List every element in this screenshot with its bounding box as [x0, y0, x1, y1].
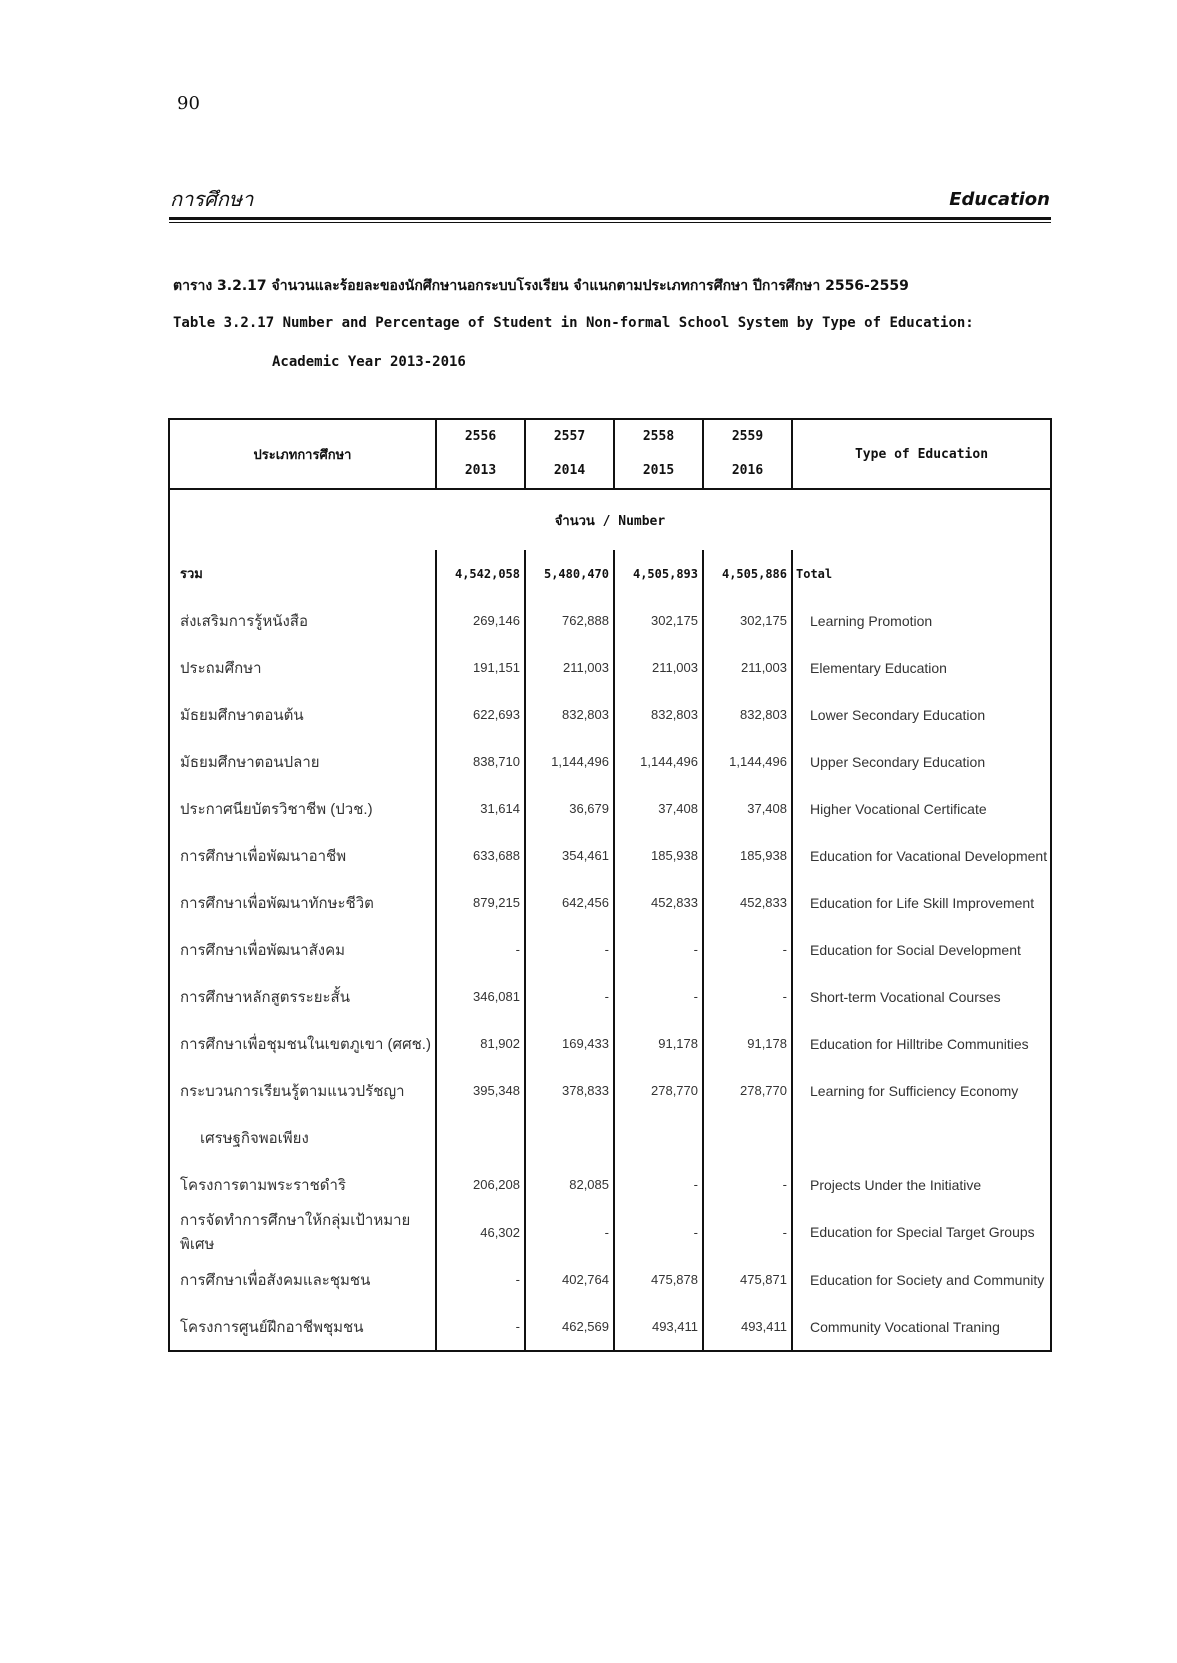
row-thai-text: ประกาศนียบัตรวิชาชีพ (ปวช.) — [180, 800, 373, 818]
row-value: 354,461 — [525, 832, 614, 879]
row-value: - — [614, 1208, 703, 1256]
row-value: 211,003 — [525, 644, 614, 691]
row-thai-text: การศึกษาเพื่อชุมชนในเขตภูเขา (ศศช.) — [180, 1035, 431, 1053]
row-english-label: Education for Special Target Groups — [792, 1208, 1051, 1256]
row-thai-text: การศึกษาเพื่อพัฒนาสังคม — [180, 941, 346, 959]
row-thai-text: รวม — [180, 566, 203, 581]
table-row — [169, 1114, 1051, 1161]
row-thai-label — [169, 973, 436, 1020]
row-value: 832,803 — [614, 691, 703, 738]
table-row — [169, 832, 1051, 879]
year-ce: 2014 — [553, 463, 586, 478]
row-thai-text: เศรษฐกิจพอเพียง — [200, 1129, 309, 1147]
year-ce: 2016 — [731, 463, 764, 478]
table-caption-thai: ตาราง 3.2.17 จำนวนและร้อยละของนักศึกษานอกระบบโรงเรียน จำแนกตามประเภทการศึกษา ปีการศึกษา 2556-2559 — [173, 278, 909, 294]
row-value: 452,833 — [614, 879, 703, 926]
row-value: 493,411 — [703, 1303, 792, 1351]
row-value: 475,871 — [703, 1256, 792, 1303]
running-header — [170, 183, 1050, 221]
row-value: 475,878 — [614, 1256, 703, 1303]
table-row-total — [169, 550, 1051, 597]
row-value: 402,764 — [525, 1256, 614, 1303]
row-value: - — [703, 973, 792, 1020]
year-be: 2558 — [642, 429, 675, 444]
row-value: - — [525, 926, 614, 973]
row-value: 185,938 — [614, 832, 703, 879]
page-number: 90 — [177, 93, 200, 114]
row-thai-label — [169, 832, 436, 879]
row-value: 5,480,470 — [525, 550, 614, 597]
row-thai-label — [169, 1161, 436, 1208]
row-english-label — [792, 1114, 1051, 1161]
row-value: 81,902 — [436, 1020, 525, 1067]
row-thai-text: มัธยมศึกษาตอนต้น — [180, 706, 304, 724]
col-header-english: Type of Education — [792, 419, 1051, 489]
row-value: 278,770 — [614, 1067, 703, 1114]
row-value — [525, 1114, 614, 1161]
row-value: 37,408 — [614, 785, 703, 832]
row-english-label: Upper Secondary Education — [792, 738, 1051, 785]
row-thai-label — [169, 1020, 436, 1067]
row-thai-text: การศึกษาเพื่อสังคมและชุมชน — [180, 1271, 371, 1289]
row-value: - — [525, 1208, 614, 1256]
col-header-year-4 — [703, 419, 792, 489]
row-thai-label — [169, 550, 436, 597]
header-rule-thin — [169, 222, 1051, 223]
row-value: - — [436, 1256, 525, 1303]
row-value: 642,456 — [525, 879, 614, 926]
row-english-label: Elementary Education — [792, 644, 1051, 691]
row-thai-label — [169, 1256, 436, 1303]
col-header-thai: ประเภทการศึกษา — [169, 419, 436, 489]
row-value: 211,003 — [614, 644, 703, 691]
row-value — [614, 1114, 703, 1161]
row-value: 302,175 — [614, 597, 703, 644]
row-thai-label — [169, 738, 436, 785]
table-row — [169, 879, 1051, 926]
row-value: 169,433 — [525, 1020, 614, 1067]
table-row — [169, 1020, 1051, 1067]
table-row — [169, 1067, 1051, 1114]
row-value: 37,408 — [703, 785, 792, 832]
section-header-row — [169, 489, 1051, 550]
row-value: - — [703, 926, 792, 973]
table-row — [169, 691, 1051, 738]
row-value: 211,003 — [703, 644, 792, 691]
table-row — [169, 597, 1051, 644]
col-header-year-1 — [436, 419, 525, 489]
row-value: 91,178 — [614, 1020, 703, 1067]
table-header-row — [169, 419, 1051, 489]
row-value: 278,770 — [703, 1067, 792, 1114]
row-value: 46,302 — [436, 1208, 525, 1256]
row-value: - — [436, 1303, 525, 1351]
row-english-label: Short-term Vocational Courses — [792, 973, 1051, 1020]
row-thai-text: การศึกษาเพื่อพัฒนาอาชีพ — [180, 847, 347, 865]
row-value: 832,803 — [703, 691, 792, 738]
row-value: 191,151 — [436, 644, 525, 691]
row-value: 269,146 — [436, 597, 525, 644]
row-value: 378,833 — [525, 1067, 614, 1114]
row-value: - — [436, 926, 525, 973]
row-thai-label — [169, 597, 436, 644]
table-row — [169, 1303, 1051, 1351]
header-english-title: Education — [949, 189, 1050, 210]
row-value: 82,085 — [525, 1161, 614, 1208]
row-value: 1,144,496 — [525, 738, 614, 785]
col-header-year-2 — [525, 419, 614, 489]
row-thai-label — [169, 926, 436, 973]
year-ce: 2015 — [642, 463, 675, 478]
row-value: 4,505,886 — [703, 550, 792, 597]
row-english-label: Lower Secondary Education — [792, 691, 1051, 738]
data-table — [168, 418, 1052, 1352]
year-be: 2557 — [553, 429, 586, 444]
year-ce: 2013 — [464, 463, 497, 478]
row-english-label: Education for Vacational Development — [792, 832, 1051, 879]
row-english-label: Projects Under the Initiative — [792, 1161, 1051, 1208]
table-row — [169, 1161, 1051, 1208]
row-value: - — [614, 973, 703, 1020]
table-caption-english: Table 3.2.17 Number and Percentage of Student in Non-formal School System by Type of Education: — [173, 315, 974, 331]
row-value: 633,688 — [436, 832, 525, 879]
row-english-label: Education for Hilltribe Communities — [792, 1020, 1051, 1067]
row-value: 462,569 — [525, 1303, 614, 1351]
table-row — [169, 785, 1051, 832]
row-thai-text: กระบวนการเรียนรู้ตามแนวปรัชญา — [180, 1082, 405, 1100]
col-header-year-3 — [614, 419, 703, 489]
row-english-label: Total — [792, 550, 1051, 597]
row-value: 91,178 — [703, 1020, 792, 1067]
row-value: 346,081 — [436, 973, 525, 1020]
row-value: 879,215 — [436, 879, 525, 926]
header-rule-thick — [169, 217, 1051, 220]
row-value: 1,144,496 — [614, 738, 703, 785]
row-thai-label — [169, 879, 436, 926]
row-value: 838,710 — [436, 738, 525, 785]
row-value: 206,208 — [436, 1161, 525, 1208]
row-english-label: Learning for Sufficiency Economy — [792, 1067, 1051, 1114]
table-row — [169, 644, 1051, 691]
row-value: 452,833 — [703, 879, 792, 926]
row-english-label: Higher Vocational Certificate — [792, 785, 1051, 832]
row-thai-label — [169, 1067, 436, 1114]
row-thai-text: การศึกษาหลักสูตรระยะสั้น — [180, 988, 350, 1006]
section-label: จำนวน / Number — [169, 489, 1051, 550]
row-value — [703, 1114, 792, 1161]
row-value: - — [703, 1208, 792, 1256]
row-thai-text: ประถมศึกษา — [180, 659, 262, 677]
row-value — [436, 1114, 525, 1161]
row-thai-text: ส่งเสริมการรู้หนังสือ — [180, 612, 308, 630]
row-value: 1,144,496 — [703, 738, 792, 785]
row-value: 302,175 — [703, 597, 792, 644]
table-row — [169, 1256, 1051, 1303]
row-value: - — [614, 926, 703, 973]
row-value: 762,888 — [525, 597, 614, 644]
row-value: 36,679 — [525, 785, 614, 832]
row-thai-label — [169, 785, 436, 832]
row-value: - — [703, 1161, 792, 1208]
row-thai-label — [169, 1114, 436, 1161]
row-value: 4,542,058 — [436, 550, 525, 597]
row-value: 493,411 — [614, 1303, 703, 1351]
header-thai-title: การศึกษา — [170, 187, 254, 211]
row-value: 832,803 — [525, 691, 614, 738]
row-value: 395,348 — [436, 1067, 525, 1114]
row-value: 4,505,893 — [614, 550, 703, 597]
row-value: - — [525, 973, 614, 1020]
row-thai-text: การจัดทำการศึกษาให้กลุ่มเป้าหมายพิเศษ — [180, 1212, 411, 1253]
row-thai-label — [169, 691, 436, 738]
year-be: 2556 — [464, 429, 497, 444]
row-thai-label — [169, 1208, 436, 1256]
row-english-label: Learning Promotion — [792, 597, 1051, 644]
table-row — [169, 926, 1051, 973]
table-row — [169, 738, 1051, 785]
row-english-label: Education for Society and Community — [792, 1256, 1051, 1303]
row-thai-label — [169, 1303, 436, 1351]
table-caption-english-line2: Academic Year 2013-2016 — [272, 354, 466, 370]
row-thai-text: โครงการตามพระราชดำริ — [180, 1176, 346, 1194]
row-english-label: Education for Life Skill Improvement — [792, 879, 1051, 926]
row-english-label: Education for Social Development — [792, 926, 1051, 973]
row-value: 31,614 — [436, 785, 525, 832]
row-english-label: Community Vocational Traning — [792, 1303, 1051, 1351]
year-be: 2559 — [731, 429, 764, 444]
row-value: 185,938 — [703, 832, 792, 879]
row-thai-text: การศึกษาเพื่อพัฒนาทักษะชีวิต — [180, 894, 374, 912]
row-thai-label — [169, 644, 436, 691]
table-row — [169, 1208, 1051, 1256]
table-row — [169, 973, 1051, 1020]
row-value: 622,693 — [436, 691, 525, 738]
row-thai-text: โครงการศูนย์ฝึกอาชีพชุมชน — [180, 1318, 364, 1336]
row-value: - — [614, 1161, 703, 1208]
row-thai-text: มัธยมศึกษาตอนปลาย — [180, 753, 320, 771]
